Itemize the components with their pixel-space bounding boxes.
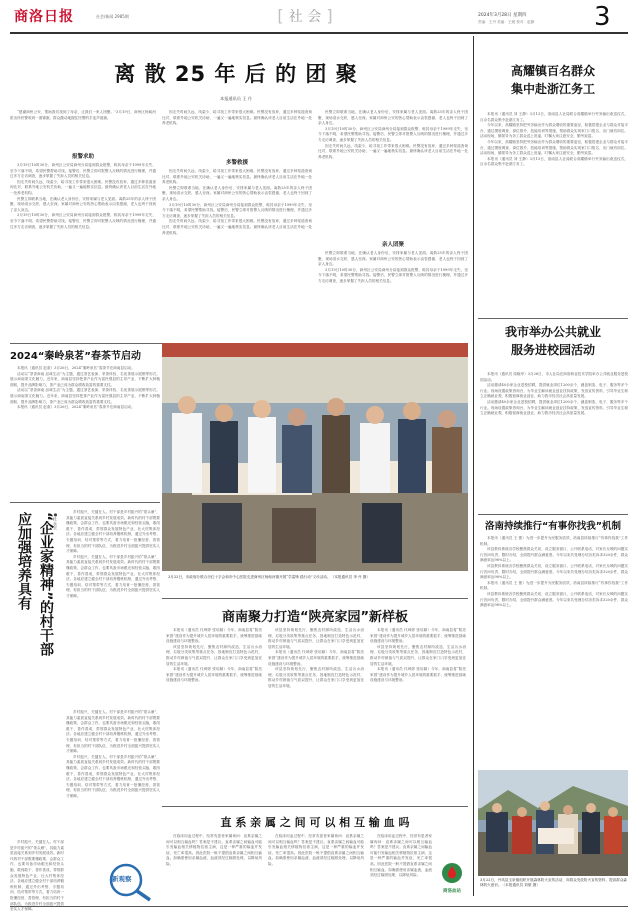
village-body-foot: 乡村振兴，关键在人。村干部是乡村振兴的“领头雁”，其能力素质直接关系到乡村发展成效。新时代的村干部既要懂政策、会群众工作，也要具备市场眼光和经营头脑，敢闯敢干、善作善成，带领群众发展特色产业，壮大村集体经济。各地应建立健全村干部培养锻炼机制，通过外出考察、专题培训、结对帮带等方式，着力培育一批懂经营、善管理、有担当的村干部队伍，为推进乡村全面振兴提供坚实人才保障。: [10, 840, 64, 912]
main-photo-caption: 3月22日，市政府办联合市红十字会和市中心医院走进商州区杨峪河镇开展“学雷锋 践行动”义诊活动。（本报通讯员 李 丹 摄）: [168, 575, 370, 579]
patrol-photo: [478, 770, 628, 876]
tea-headline: 2024“秦岭泉茗”春茶节启动: [10, 351, 141, 362]
home-body-c: 本报讯（通讯员 代琦婷 张培颖）今年，商南县将“陕亮家园”建设作为提升城乡人居环境的重要抓手，统筹推进基础设施建设与环境整治。 该县坚持规划先行，聚焦农村厕所改造、生活污水治理、垃圾分类收集等重点任务，因地制宜打造特色示范村，推动乡村颜值与气质双提升，让群众在家门口享受到更加宜居的生活环境。 本报讯（通讯员 代琦婷 张培颖）今年，商南县将“陕亮家园”建设作为提升城乡人居环境的重要抓手，统筹推进基础设施建设与环境整治。: [370, 628, 466, 683]
patrol-photo-illustration: [478, 770, 628, 876]
new-observation-text: 新观察: [112, 875, 132, 883]
new-observation-logo: [104, 860, 156, 902]
main-photo: [162, 343, 468, 571]
main-col-b: 因走失时间久远、线索少，给寻找工作带来很大困难。民警没有放弃，通过多种渠道查询比对，联系外地公安机关协助，一遍又一遍地核实信息。最终确认该老人目前生活在外地一处养老机构。 民警立即联系当地，在确认老人身份后，安排家属与老人见面。离散25年的亲人终于团聚，现场泪水交织，感人至深。家属对商州公安的热心帮助表示由衷感谢，老人也终于回到了亲人身边。 3月19日10时30分，商州区公安局商州分局接到群众报警，称其母亲于1999年走失，至今下落不明，希望民警帮助寻找。接警后，民警立即对报警人反映的情况进行梳理，并通过多方走访调查，逐步掌握了失踪人员的相关信息。 因走失时间久远、线索少，给寻找工作带来很大困难。民警没有放弃，通过多种渠道查询比对，联系外地公安机关协助，一遍又一遍地核实信息。最终确认该老人目前生活在外地一处养老机构。: [162, 169, 312, 235]
edu-body: 本报讯（通讯员 王 蕾）为进一步提升为民服务质效，洛南县持续推行“有事你找我”工作机制。 该县教体系统各学校聚焦群众关切，设立服务窗口，公开联系电话，对家长反映的问题实行首问负责、限时办结，全面提升群众满意度。今年以来共受理办结各类诉求320余件，群众满意率达98%以上。 该县教体系统各学校聚焦群众关切，设立服务窗口，公开联系电话，对家长反映的问题实行首问负责、限时办结，全面提升群众满意度。今年以来共受理办结各类诉求320余件，群众满意率达98%以上。 本报讯（通讯员 王 蕾）为进一步提升为民服务质效，洛南县持续推行“有事你找我”工作机制。 该县教体系统各学校聚焦群众关切，设立服务窗口，公开联系电话，对家长反映的问题实行首问负责、限时办结，全面提升群众满意度。今年以来共受理办结各类诉求320余件，群众满意率达98%以上。: [480, 536, 628, 608]
jobs-headline: 我市举办公共就业 服务进校园活动: [504, 325, 601, 357]
section-header: [ 社 会 ]: [277, 6, 333, 25]
page-number: 3: [594, 2, 611, 32]
main-lead: “感谢商州公安，帮助我们找到了母亲，让我们一家人团聚。”3月19日，商州区杨峪河派出所民警收到一面锦旗，群众激动地握住民警的手连声道谢。: [10, 110, 156, 120]
blood-body-b: 在临床用血过程中，经常有患者家属询问：直系亲属之间可以相互输血吗？答案是不建议。直系亲属之间输血可能引发输血相关移植物抗宿主病，这是一种严重的输血并发症，死亡率很高。因此医院一般不提倡直系亲属之间相互输血。如确需使用亲属血液，血液须经过辐照处理，以降低风险。: [268, 834, 364, 866]
home-headline: 商南聚力打造“陕亮家园”新样板: [221, 610, 409, 625]
village-body-bottom: 乡村振兴，关键在人。村干部是乡村振兴的“领头雁”，其能力素质直接关系到乡村发展成效。新时代的村干部既要懂政策、会群众工作，也要具备市场眼光和经营头脑，敢闯敢干、善作善成，带领群众发展特色产业，壮大村集体经济。各地应建立健全村干部培养锻炼机制，通过外出考察、专题培训、结对帮带等方式，着力培育一批懂经营、善管理、有担当的村干部队伍，为推进乡村全面振兴提供坚实人才保障。 乡村振兴，关键在人。村干部是乡村振兴的“领头雁”，其能力素质直接关系到乡村发展成效。新时代的村干部既要懂政策、会群众工作，也要具备市场眼光和经营头脑，敢闯敢干、善作善成，带领群众发展特色产业，壮大村集体经济。各地应建立健全村干部培养锻炼机制，通过外出考察、专题培训、结对帮带等方式，着力培育一批懂经营、善管理、有担当的村干部队伍，为推进乡村全面振兴提供坚实人才保障。: [66, 710, 160, 798]
home-body-a: 本报讯（通讯员 代琦婷 张培颖）今年，商南县将“陕亮家园”建设作为提升城乡人居环境的重要抓手，统筹推进基础设施建设与环境整治。 该县坚持规划先行，聚焦农村厕所改造、生活污水治理、垃圾分类收集等重点任务，因地制宜打造特色示范村，推动乡村颜值与气质双提升，让群众在家门口享受到更加宜居的生活环境。 本报讯（通讯员 代琦婷 张培颖）今年，商南县将“陕亮家园”建设作为提升城乡人居环境的重要抓手，统筹推进基础设施建设与环境整治。: [166, 628, 262, 683]
main-subhead-1: 报警求助: [71, 154, 94, 160]
main-subhead-2: 多警救援: [225, 160, 248, 166]
blood-rule: [162, 806, 468, 807]
main-subhead-3: 亲人团聚: [381, 242, 404, 248]
blood-drop-logo-icon: [440, 862, 464, 884]
main-col-c: 民警立即联系当地，在确认老人身份后，安排家属与老人见面。离散25年的亲人终于团聚，现场泪水交织，感人至深。家属对商州公安的热心帮助表示由衷感谢，老人也终于回到了亲人身边。 3月19日10时30分，商州区公安局商州分局接到群众报警，称其母亲于1999年走失，至今下落不明，希望民警帮助寻找。接警后，民警立即对报警人反映的情况进行梳理，并通过多方走访调查，逐步掌握了失踪人员的相关信息。: [318, 251, 468, 283]
tea-body: 本报讯（通讯员 赵欢）3月26日，2024“秦岭泉茗”春茶节在商南县启动。 活动以“茶香商南 品味生活”为主题，通过茶艺表演、采茶体验、名优茶展示展销等形式，展示商南茶文化魅力。近年来，商南县坚持把茶产业作为富民强县的主导产业，不断扩大种植面积，提升品牌影响力，茶产业已成为群众增收致富的重要支柱。 活动以“茶香商南 品味生活”为主题，通过茶艺表演、采茶体验、名优茶展示展销等形式，展示商南茶文化魅力。近年来，商南县坚持把茶产业作为富民强县的主导产业，不断扩大种植面积，提升品牌影响力，茶产业已成为群众增收致富的重要支柱。 本报讯（通讯员 赵欢）3月26日，2024“秦岭泉茗”春茶节在商南县启动。: [10, 366, 160, 410]
edition-info: 社会/新闻 2985期: [96, 14, 129, 19]
blood-station-text: 商洛血站: [443, 889, 461, 894]
blood-body-c: 在临床用血过程中，经常有患者家属询问：直系亲属之间可以相互输血吗？答案是不建议。直系亲属之间输血可能引发输血相关移植物抗宿主病，这是一种严重的输血并发症，死亡率很高。因此医院一般不提倡直系亲属之间相互输血。如确需使用亲属血液，血液须经过辐照处理，以降低风险。: [370, 834, 432, 878]
masthead: [0, 0, 638, 34]
blood-headline: 直 系 亲 属 之 间 可 以 相 互 输 血 吗: [220, 816, 410, 829]
blood-body-a: 在临床用血过程中，经常有患者家属询问：直系亲属之间可以相互输血吗？答案是不建议。直系亲属之间输血可能引发输血相关移植物抗宿主病，这是一种严重的输血并发症，死亡率很高。因此医院一般不提倡直系亲属之间相互输血。如确需使用亲属血液，血液须经过辐照处理，以降低风险。: [166, 834, 262, 866]
newspaper-logo: 商洛日报: [14, 9, 74, 25]
village-headline-2: “企业家精神”的村干部: [38, 512, 54, 657]
masthead-rule: [10, 32, 628, 34]
main-col-c-top: 民警立即联系当地，在确认老人身份后，安排家属与老人见面。离散25年的亲人终于团聚，现场泪水交织，感人至深。家属对商州公安的热心帮助表示由衷感谢，老人也终于回到了亲人身边。 3月19日10时30分，商州区公安局商州分局接到群众报警，称其母亲于1999年走失，至今下落不明，希望民警帮助寻找。接警后，民警立即对报警人反映的情况进行梳理，并通过多方走访调查，逐步掌握了失踪人员的相关信息。 因走失时间久远、线索少，给寻找工作带来很大困难。民警没有放弃，通过多种渠道查询比对，联系外地公安机关协助，一遍又一遍地核实信息。最终确认该老人目前生活在外地一处养老机构。: [318, 110, 468, 159]
home-rule: [162, 598, 468, 599]
village-rule: [10, 502, 160, 503]
edu-rule: [478, 514, 628, 515]
jobs-body: 本报讯（通讯员 周晓华）3月26日，市人社局在商洛职业技术学院举办公共就业服务进校园活动。 活动邀请40余家企业进校招聘，提供就业岗位1200余个，涵盖制造、电子、服务等多个行业。现场设置政策咨询台，为毕业生解读就业创业扶持政策，发放宣传资料，引导毕业生树立正确就业观，积极留商就业创业，助力我市经济社会高质量发展。 活动邀请40余家企业进校招聘，提供就业岗位1200余个，涵盖制造、电子、服务等多个行业。现场设置政策咨询台，为毕业生解读就业创业扶持政策，发放宣传资料，引导毕业生树立正确就业观，积极留商就业创业，助力我市经济社会高质量发展。: [480, 372, 628, 416]
right-column-divider: [473, 36, 474, 896]
gaoyao-body: 本报讯（通讯员 刘 王静）3月13日，洛南县人社局联合高耀镇举行劳务输出欢送仪式，百余名群众集中赴浙江务工。 今年以来，高耀镇坚持把劳务输出作为群众增收的重要途径，积极搭建企业与群众对接平台，通过摸底调查、岗位推介、技能培训等措施，帮助群众实现家门口报名、出门就有岗位。活动现场，镇领导为务工群众送上祝福，叮嘱大家注意安全，勤劳致富。 今年以来，高耀镇坚持把劳务输出作为群众增收的重要途径，积极搭建企业与群众对接平台，通过摸底调查、岗位推介、技能培训等措施，帮助群众实现家门口报名、出门就有岗位。活动现场，镇领导为务工群众送上祝福，叮嘱大家注意安全，勤劳致富。 本报讯（通讯员 刘 王静）3月13日，洛南县人社局联合高耀镇举行劳务输出欢送仪式，百余名群众集中赴浙江务工。: [480, 112, 628, 167]
village-body-top: 乡村振兴，关键在人。村干部是乡村振兴的“领头雁”，其能力素质直接关系到乡村发展成效。新时代的村干部既要懂政策、会群众工作，也要具备市场眼光和经营头脑，敢闯敢干、善作善成，带领群众发展特色产业，壮大村集体经济。各地应建立健全村干部培养锻炼机制，通过外出考察、专题培训、结对帮带等方式，着力培育一批懂经营、善管理、有担当的村干部队伍，为推进乡村全面振兴提供坚实人才保障。 乡村振兴，关键在人。村干部是乡村振兴的“领头雁”，其能力素质直接关系到乡村发展成效。新时代的村干部既要懂政策、会群众工作，也要具备市场眼光和经营头脑，敢闯敢干、善作善成，带领群众发展特色产业，壮大村集体经济。各地应建立健全村干部培养锻炼机制，通过外出考察、专题培训、结对帮带等方式，着力培育一批懂经营、善管理、有担当的村干部队伍，为推进乡村全面振兴提供坚实人才保障。: [66, 510, 160, 598]
patrol-caption: 3月22日，丹凤县玉泉镇组织开展森林防火宣传活动，向群众发放防火宣传资料，提高群众森林防火意识。（本报通讯员 刘豪 摄）: [480, 878, 628, 888]
blood-station-logo: [434, 862, 470, 902]
main-byline: 本报通讯员 王 丹: [220, 96, 252, 101]
footer-rule: [10, 906, 628, 907]
edu-headline: 洛南持续推行“有事你找我”机制: [485, 521, 621, 532]
section-title: 社 会: [288, 9, 322, 25]
main-col-a: 3月19日10时30分，商州区公安局商州分局接到群众报警，称其母亲于1999年走失，至今下落不明，希望民警帮助寻找。接警后，民警立即对报警人反映的情况进行梳理，并通过多方走访调查，逐步掌握了失踪人员的相关信息。 因走失时间久远、线索少，给寻找工作带来很大困难。民警没有放弃，通过多种渠道查询比对，联系外地公安机关协助，一遍又一遍地核实信息。最终确认该老人目前生活在外地一处养老机构。 民警立即联系当地，在确认老人身份后，安排家属与老人见面。离散25年的亲人终于团聚，现场泪水交织，感人至深。家属对商州公安的热心帮助表示由衷感谢，老人也终于回到了亲人身边。 3月19日10时30分，商州区公安局商州分局接到群众报警，称其母亲于1999年走失，至今下落不明，希望民警帮助寻找。接警后，民警立即对报警人反映的情况进行梳理，并通过多方走访调查，逐步掌握了失踪人员的相关信息。: [10, 163, 156, 229]
village-headline-1: 应加强培养具有: [16, 512, 32, 610]
main-col-b-top: 因走失时间久远、线索少，给寻找工作带来很大困难。民警没有放弃，通过多种渠道查询比对，联系外地公安机关协助，一遍又一遍地核实信息。最终确认该老人目前生活在外地一处养老机构。: [162, 110, 312, 126]
clinic-photo-illustration: [162, 343, 468, 571]
jobs-rule: [478, 318, 628, 319]
gaoyao-headline: 高耀镇百名群众 集中赴浙江务工: [510, 64, 595, 96]
date-line: 2024年3月28日 星期四: [478, 13, 527, 18]
village-author: ●杜永全: [53, 512, 58, 530]
home-body-b: 该县坚持规划先行，聚焦农村厕所改造、生活污水治理、垃圾分类收集等重点任务，因地制宜打造特色示范村，推动乡村颜值与气质双提升，让群众在家门口享受到更加宜居的生活环境。 本报讯（通讯员 代琦婷 张培颖）今年，商南县将“陕亮家园”建设作为提升城乡人居环境的重要抓手，统筹推进基础设施建设与环境整治。 该县坚持规划先行，聚焦农村厕所改造、生活污水治理、垃圾分类收集等重点任务，因地制宜打造特色示范村，推动乡村颜值与气质双提升，让群众在家门口享受到更加宜居的生活环境。: [268, 628, 364, 688]
main-headline: 离 散 25 年 后 的 团 聚: [114, 62, 358, 86]
contacts-line: 责编：王丹 美编：王媛 校对：赵静: [478, 20, 535, 24]
